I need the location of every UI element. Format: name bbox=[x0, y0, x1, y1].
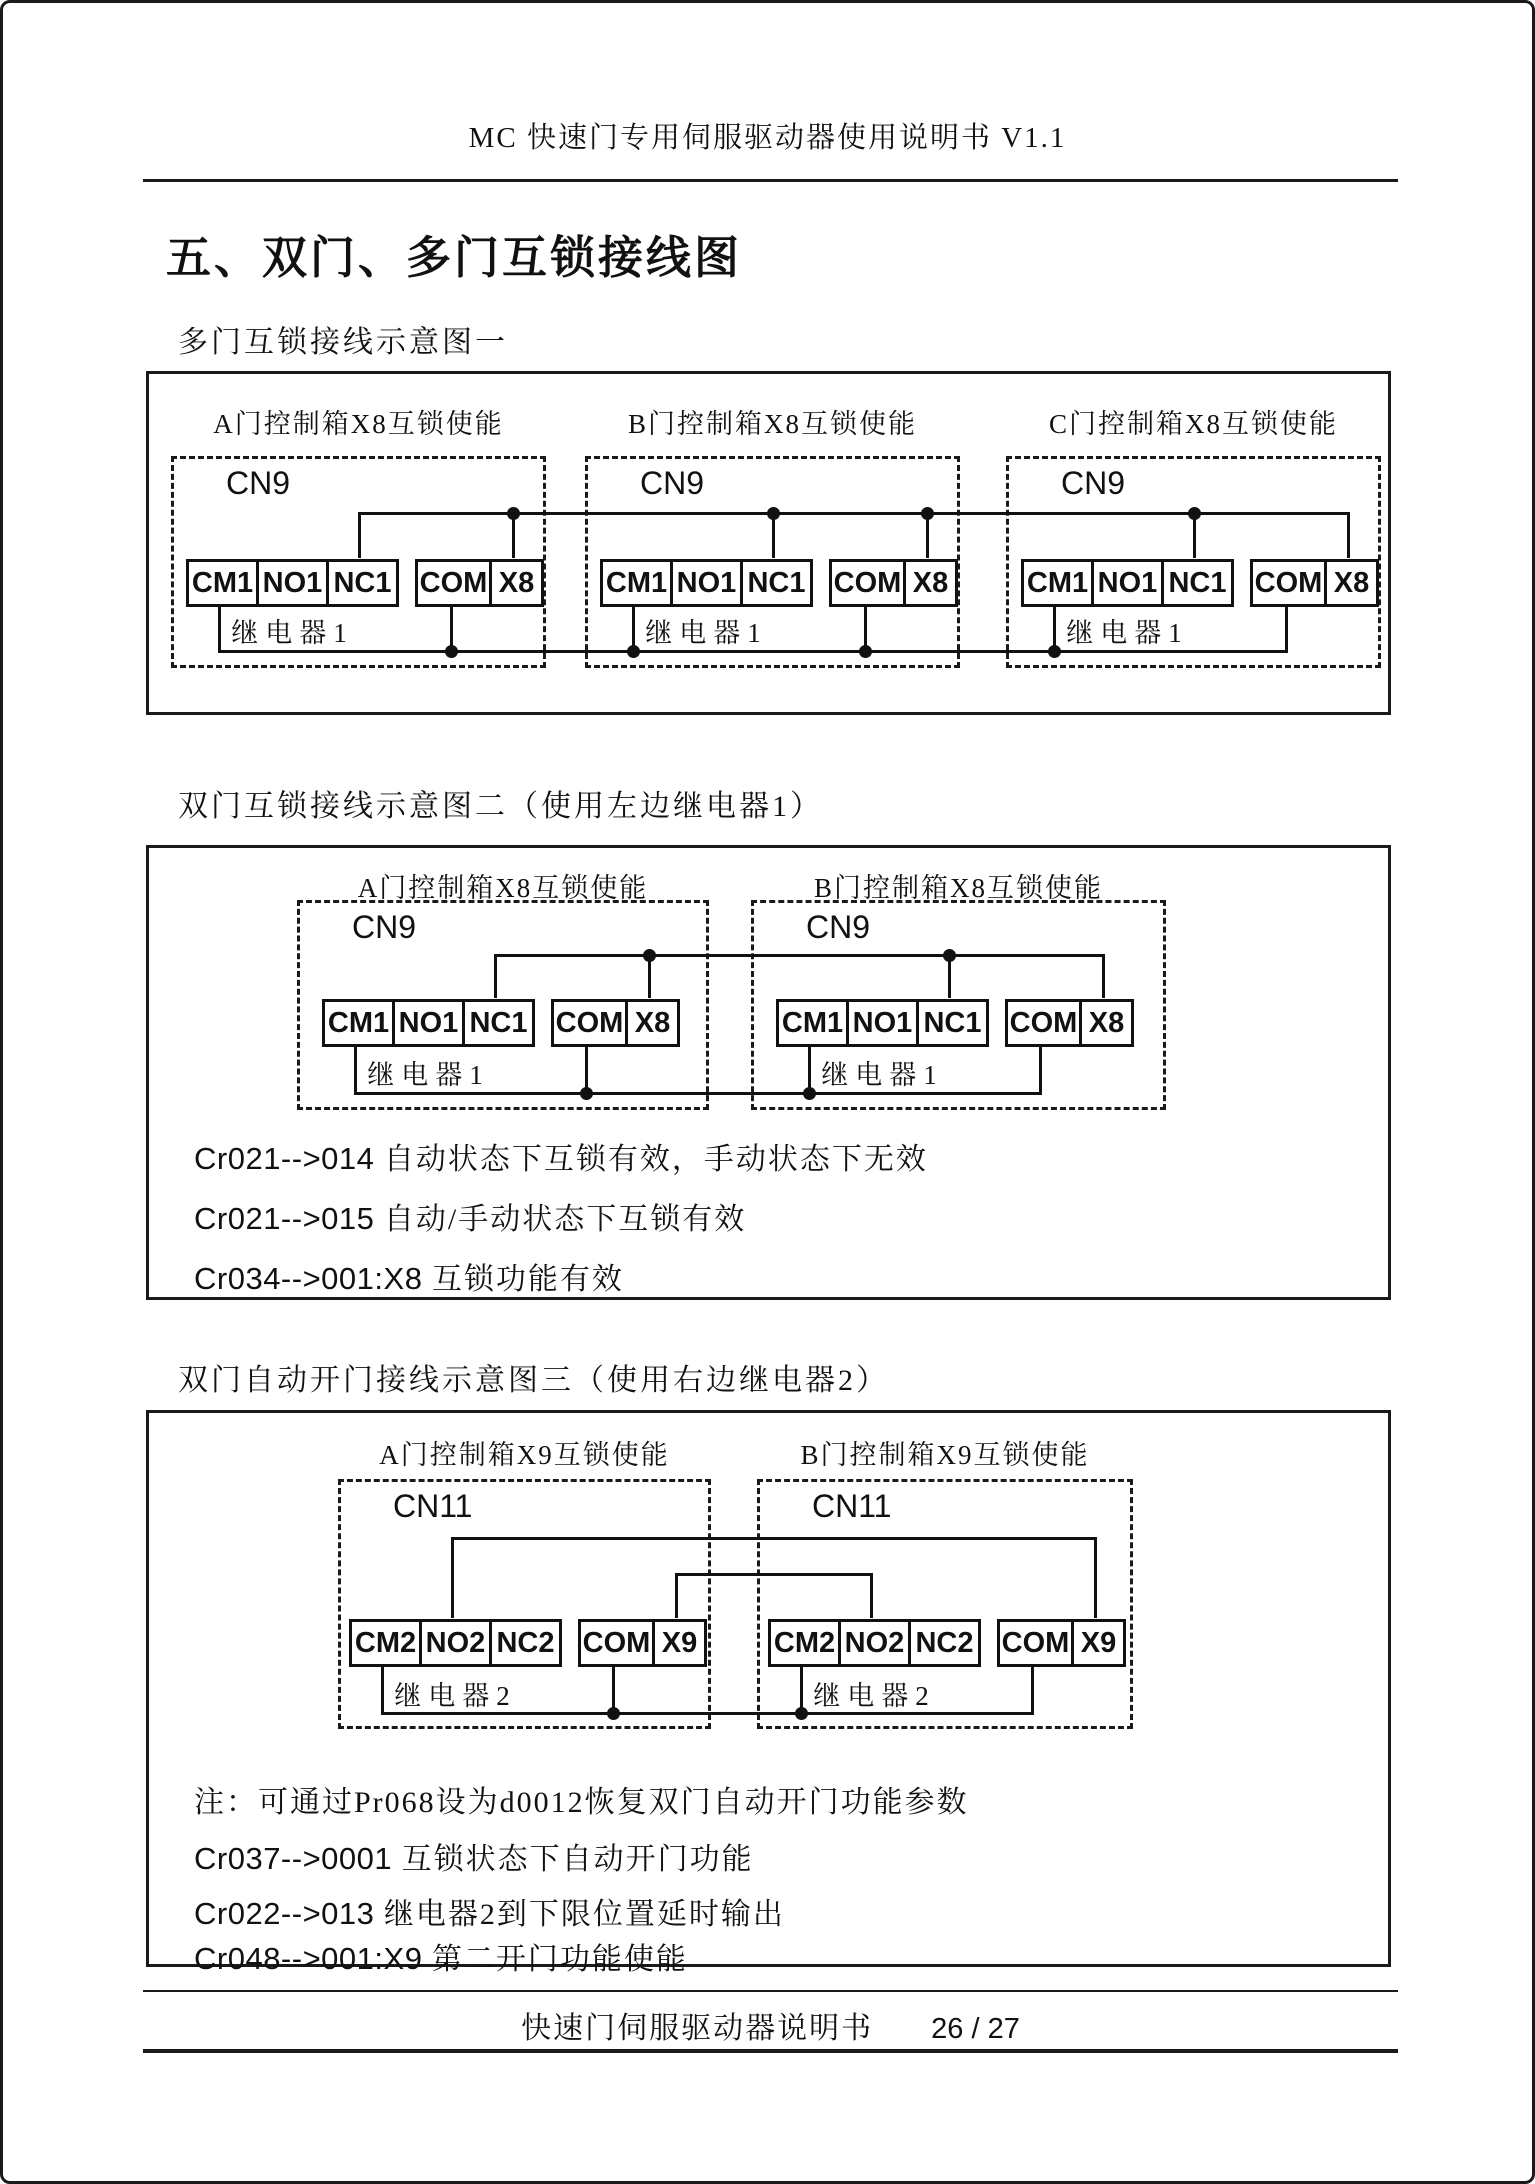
diagram2-caption: 双门互锁接线示意图二（使用左边继电器1） bbox=[178, 790, 823, 823]
param-code: Cr021-->014 bbox=[194, 1141, 375, 1176]
terminal-cell: CM1 bbox=[186, 559, 259, 607]
param-text: 注：可通过Pr068设为d0012恢复双门自动开门功能参数 bbox=[194, 1786, 969, 1819]
page-header: MC 快速门专用伺服驱动器使用说明书 V1.1 bbox=[468, 122, 1067, 154]
wire-stub bbox=[494, 954, 497, 998]
relay-label: 继电器1 bbox=[645, 618, 768, 648]
control-box-b bbox=[585, 456, 960, 668]
wire-stub bbox=[1347, 512, 1350, 558]
connector-label: CN9 bbox=[226, 465, 291, 501]
wire-stub bbox=[1039, 1044, 1042, 1095]
wire-stub bbox=[1094, 1537, 1097, 1618]
terminal-cell: NC1 bbox=[1161, 559, 1234, 607]
junction-dot bbox=[445, 645, 458, 658]
terminal-cell: CM1 bbox=[600, 559, 673, 607]
junction-dot bbox=[643, 949, 656, 962]
terminal-cell: X8 bbox=[1324, 559, 1379, 607]
connector-label: CN11 bbox=[812, 1488, 892, 1524]
terminal-cell: NO2 bbox=[419, 1619, 492, 1667]
param-text: 互锁功能有效 bbox=[422, 1263, 624, 1296]
wire-stub bbox=[451, 1537, 454, 1618]
terminal-cell: NO1 bbox=[1091, 559, 1164, 607]
terminal-cell: COM bbox=[551, 999, 628, 1047]
wire-bottom bbox=[219, 650, 1286, 653]
param-code: Cr048-->001:X9 bbox=[194, 1941, 423, 1976]
junction-dot bbox=[767, 507, 780, 520]
terminal-cell: X8 bbox=[903, 559, 958, 607]
connector-label: CN11 bbox=[393, 1488, 473, 1524]
junction-dot bbox=[943, 949, 956, 962]
param-code: Cr034-->001:X8 bbox=[194, 1261, 423, 1296]
terminal-cell: CM2 bbox=[768, 1619, 841, 1667]
junction-dot bbox=[580, 1087, 593, 1100]
terminal-cell: X8 bbox=[489, 559, 544, 607]
relay-label: 继电器2 bbox=[813, 1681, 936, 1711]
terminal-cell: X8 bbox=[1079, 999, 1134, 1047]
note-line bbox=[194, 1834, 754, 1878]
param-text: 第二开门功能使能 bbox=[422, 1943, 688, 1976]
control-box-a bbox=[338, 1479, 711, 1729]
terminal-cell: NC1 bbox=[462, 999, 535, 1047]
note-line bbox=[194, 1134, 928, 1178]
relay-label: 继电器1 bbox=[1066, 618, 1189, 648]
note-line bbox=[194, 1194, 746, 1238]
terminal-cell: NO1 bbox=[392, 999, 465, 1047]
junction-dot bbox=[859, 645, 872, 658]
diagram3-box-a-label: A门控制箱X9互锁使能 bbox=[379, 1440, 670, 1470]
junction-dot bbox=[921, 507, 934, 520]
param-text: 自动状态下互锁有效，手动状态下无效 bbox=[374, 1143, 928, 1176]
terminal-cell: COM bbox=[1005, 999, 1082, 1047]
relay-label: 继电器1 bbox=[367, 1060, 490, 1090]
terminal-cell: NC1 bbox=[326, 559, 399, 607]
terminal-cell: X9 bbox=[1071, 1619, 1126, 1667]
control-box-a bbox=[297, 900, 709, 1110]
wire-stub bbox=[1285, 604, 1288, 653]
footer-rule-top bbox=[143, 1990, 1398, 1992]
terminal-cell: NO1 bbox=[670, 559, 743, 607]
footer-rule-bottom bbox=[143, 2049, 1398, 2053]
control-box-c bbox=[1006, 456, 1381, 668]
terminal-cell: NC2 bbox=[489, 1619, 562, 1667]
terminal-cell: NC2 bbox=[908, 1619, 981, 1667]
footer-page-number: 26 / 27 bbox=[931, 2013, 1020, 2045]
terminal-cell: CM1 bbox=[776, 999, 849, 1047]
terminal-cell: X8 bbox=[625, 999, 680, 1047]
param-code: Cr037-->0001 bbox=[194, 1841, 393, 1876]
param-text: 互锁状态下自动开门功能 bbox=[392, 1843, 754, 1876]
wire-bottom bbox=[355, 1092, 1040, 1095]
diagram3-caption: 双门自动开门接线示意图三（使用右边继电器2） bbox=[178, 1364, 889, 1397]
relay-label: 继电器2 bbox=[394, 1681, 517, 1711]
terminal-cell: X9 bbox=[652, 1619, 707, 1667]
wire-stub bbox=[870, 1573, 873, 1618]
wire-cross-1 bbox=[452, 1537, 1095, 1540]
terminal-cell: NO1 bbox=[846, 999, 919, 1047]
terminal-cell: NC1 bbox=[916, 999, 989, 1047]
wire-top bbox=[495, 954, 1103, 957]
terminal-cell: CM1 bbox=[1021, 559, 1094, 607]
relay-label: 继电器1 bbox=[231, 618, 354, 648]
diagram1 bbox=[146, 371, 1391, 715]
note-line bbox=[194, 1889, 785, 1933]
diagram2-box-a-label: A门控制箱X8互锁使能 bbox=[357, 873, 649, 903]
connector-label: CN9 bbox=[352, 909, 417, 945]
connector-label: CN9 bbox=[640, 465, 705, 501]
param-code: Cr021-->015 bbox=[194, 1201, 375, 1236]
terminal-cell: NC1 bbox=[740, 559, 813, 607]
terminal-cell: COM bbox=[997, 1619, 1074, 1667]
diagram1-box-c-label: C门控制箱X8互锁使能 bbox=[1048, 409, 1338, 439]
terminal-cell: COM bbox=[1250, 559, 1327, 607]
diagram1-box-b-label: B门控制箱X8互锁使能 bbox=[627, 409, 917, 439]
note-line bbox=[194, 1934, 688, 1978]
wire-stub bbox=[1031, 1664, 1034, 1715]
control-box-a bbox=[171, 456, 546, 668]
control-box-b bbox=[757, 1479, 1133, 1729]
wire-stub bbox=[675, 1573, 678, 1618]
diagram2-box-b-label: B门控制箱X8互锁使能 bbox=[813, 873, 1103, 903]
connector-label: CN9 bbox=[1061, 465, 1126, 501]
wire-stub bbox=[1102, 954, 1105, 998]
terminal-cell: NO1 bbox=[256, 559, 329, 607]
terminal-cell: CM2 bbox=[349, 1619, 422, 1667]
connector-label: CN9 bbox=[806, 909, 871, 945]
param-code: Cr022-->013 bbox=[194, 1896, 375, 1931]
diagram2 bbox=[146, 845, 1391, 1300]
param-text: 继电器2到下限位置延时输出 bbox=[374, 1898, 785, 1931]
diagram3 bbox=[146, 1410, 1391, 1976]
terminal-cell: COM bbox=[829, 559, 906, 607]
wire-cross-2 bbox=[676, 1573, 871, 1576]
terminal-cell: COM bbox=[578, 1619, 655, 1667]
diagram3-box-b-label: B门控制箱X9互锁使能 bbox=[800, 1440, 1090, 1470]
junction-dot bbox=[607, 1707, 620, 1720]
footer-title: 快速门伺服驱动器说明书 bbox=[521, 2012, 874, 2045]
diagram1-box-a-label: A门控制箱X8互锁使能 bbox=[213, 409, 504, 439]
section-title: 五、双门、多门互锁接线图 bbox=[166, 233, 743, 283]
junction-dot bbox=[507, 507, 520, 520]
terminal-cell: COM bbox=[415, 559, 492, 607]
wire-stub bbox=[358, 512, 361, 558]
control-box-b bbox=[751, 900, 1166, 1110]
terminal-cell: CM1 bbox=[322, 999, 395, 1047]
note-line bbox=[194, 1777, 969, 1821]
footer bbox=[143, 2003, 1398, 2047]
junction-dot bbox=[1188, 507, 1201, 520]
note-line bbox=[194, 1254, 624, 1298]
diagram1-caption: 多门互锁接线示意图一 bbox=[178, 326, 508, 359]
header-rule bbox=[143, 179, 1398, 182]
terminal-cell: NO2 bbox=[838, 1619, 911, 1667]
relay-label: 继电器1 bbox=[821, 1060, 944, 1090]
param-text: 自动/手动状态下互锁有效 bbox=[374, 1203, 747, 1236]
